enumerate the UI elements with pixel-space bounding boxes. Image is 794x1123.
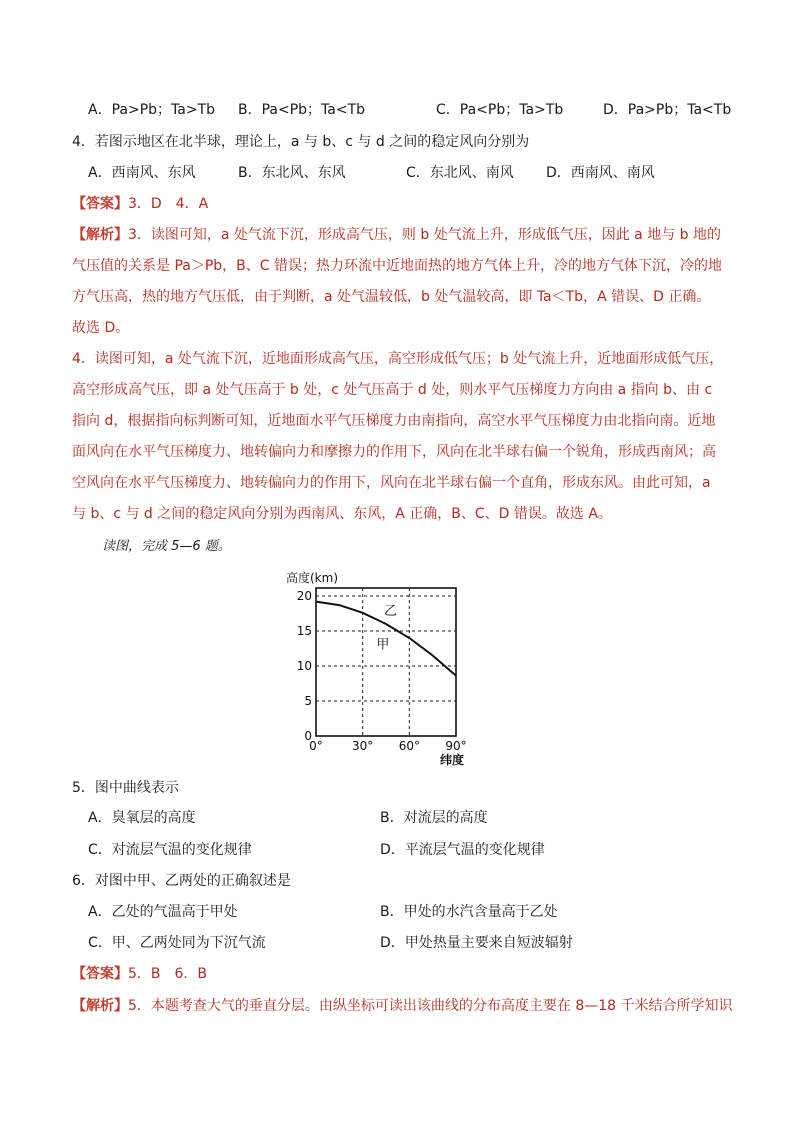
y-axis-label: 高度(km) (286, 571, 339, 585)
q4-option-d: D．西南风、南风 (546, 165, 655, 181)
y-tick-label: 5 (304, 694, 312, 708)
q5-stem: 5．图中曲线表示 (72, 780, 179, 796)
q5-option-c: C．对流层气温的变化规律 (88, 842, 252, 858)
q5-option-b: B．对流层的高度 (380, 810, 488, 826)
y-tick-label: 10 (296, 659, 312, 673)
q6-option-d: D．甲处热量主要来自短波辐射 (380, 935, 573, 951)
answer-tag: 【答案】 (72, 196, 128, 212)
answer-block-1 (72, 194, 208, 214)
analysis-tag: 【解析】 (72, 227, 128, 243)
chart (282, 568, 482, 778)
annotation-label: 甲 (376, 637, 390, 653)
q6-option-a: A．乙处的气温高于甲处 (88, 904, 238, 920)
q4-option-c: C．东北风、南风 (406, 165, 514, 181)
analysis-5 (72, 996, 733, 1016)
q5-option-d: D．平流层气温的变化规律 (380, 842, 545, 858)
analysis-5-text: 5．本题考查大气的垂直分层。由纵坐标可读出该曲线的分布高度主要在 8—18 千米结合所学知识 (128, 998, 733, 1014)
q3-option-b: B．Pa<Pb；Ta<Tb (238, 102, 366, 118)
x-tick-label: 90° (445, 739, 467, 753)
y-tick-label: 20 (296, 589, 312, 603)
x-tick-label: 60° (398, 739, 420, 753)
q3-option-a: A．Pa>Pb；Ta>Tb (88, 102, 216, 118)
analysis-3-text: 3．读图可知，a 处气流下沉，形成高气压，则 b 处气流上升，形成低气压，因此 a 地与 b 地的气压值的关系是 Pa＞Pb，B、C 错误；热力环流中近地面热的地方气体上升，冷的地方气体下沉，冷的地方气压高，热的地方气压低，由于判断，a 处气温较低，b 处气温较高，即 Ta＜Tb，A 错误、D 正确。故选 D。 (72, 227, 722, 336)
y-tick-label: 15 (296, 624, 312, 638)
analysis-tag: 【解析】 (72, 998, 128, 1014)
y-tick-label: 0 (304, 729, 312, 743)
x-tick-label: 30° (352, 739, 374, 753)
x-axis-label: 纬度 (439, 753, 465, 767)
chart-svg (282, 568, 482, 778)
q3-option-c: C．Pa<Pb；Ta>Tb (436, 102, 564, 118)
x-tick-label: 0° (309, 739, 323, 753)
q6-option-c: C．甲、乙两处同为下沉气流 (88, 935, 266, 951)
q6-stem: 6．对图中甲、乙两处的正确叙述是 (72, 873, 291, 889)
q4-option-b: B．东北风、东风 (238, 165, 346, 181)
q4-option-a: A．西南风、东风 (88, 165, 196, 181)
q3-option-d: D．Pa>Pb；Ta<Tb (603, 102, 732, 118)
answer-text: 5．B 6．B (128, 966, 208, 982)
q4-stem: 4．若图示地区在北半球，理论上，a 与 b、c 与 d 之间的稳定风向分别为 (72, 134, 530, 150)
answer-block-2 (72, 964, 207, 984)
answer-text: 3．D 4．A (128, 196, 209, 212)
q5-option-a: A．臭氧层的高度 (88, 810, 196, 826)
instruction: 读图，完成 5—6 题。 (102, 539, 231, 554)
analysis-4: 4．读图可知，a 处气流下沉，近地面形成高气压，高空形成低气压；b 处气流上升，近地面形成低气压，高空形成高气压，即 a 处气压高于 b 处，c 处气压高于 d 处，则水平气压梯度力方向由 a 指向 b、由 c 指向 d，根据指向标判断可知，近地面水平气压梯度力由南指向，高空水平气压梯度力由北指向南。近地面风向在水平气压梯度力、地转偏向力和摩擦力的作用下，风向在北半球右偏一个锐角，形成西南风；高空风向在水平气压梯度力、地转偏向力的作用下，风向在北半球右偏一个直角，形成东风。由此可知，a 与 b、c 与 d 之间的稳定风向分别为西南风、东风，A 正确，B、C、D 错误。故选 A。 (72, 351, 724, 522)
answer-tag: 【答案】 (72, 966, 128, 982)
annotation-label: 乙 (384, 603, 398, 619)
q6-option-b: B．甲处的水汽含量高于乙处 (380, 904, 558, 920)
analysis-3 (72, 220, 724, 344)
